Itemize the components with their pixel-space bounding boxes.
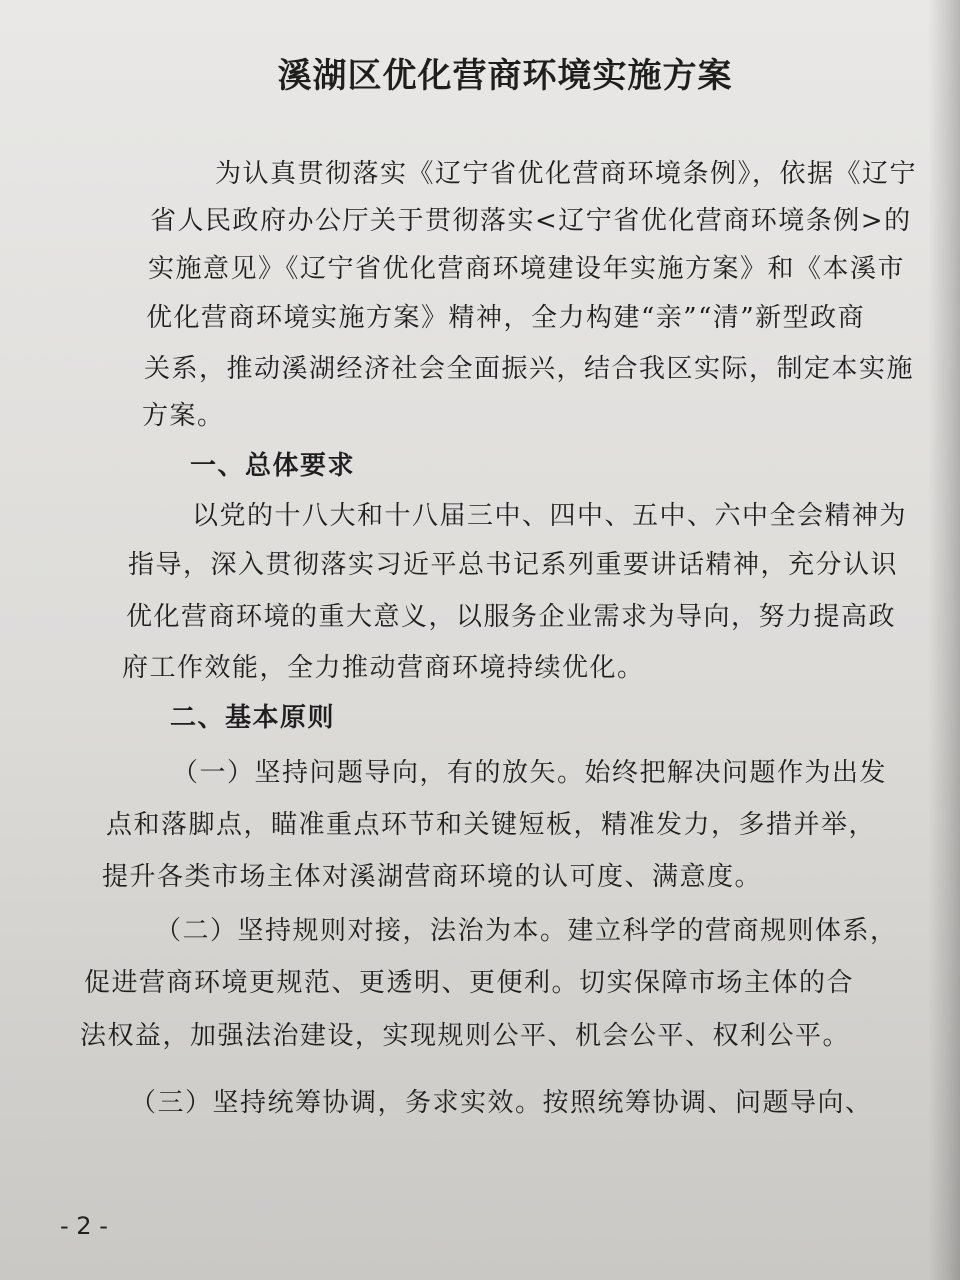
- paragraph-line: 以党的十八大和十八届三中、四中、五中、六中全会精神为: [192, 501, 908, 531]
- paragraph-line: 优化营商环境实施方案》精神，全力构建“亲”“清”新型政商: [146, 303, 866, 333]
- paragraph-line: 为认真贯彻落实《辽宁省优化营商环境条例》，依据《辽宁: [215, 159, 918, 189]
- paragraph-line: （三）坚持统筹协调，务求实效。按照统筹协调、问题导向、: [130, 1088, 873, 1118]
- paragraph-line: 提升各类市场主体对溪湖营商环境的认可度、满意度。: [102, 862, 763, 892]
- paragraph-line: 府工作效能，全力推动营商环境持续优化。: [122, 653, 645, 683]
- paragraph-line: 点和落脚点，瞄准重点环节和关键短板，精准发力，多措并举，: [106, 810, 877, 840]
- paragraph-line: 关系，推动溪湖经济社会全面振兴，结合我区实际，制定本实施: [144, 354, 915, 384]
- paragraph-line: 方案。: [142, 401, 225, 431]
- paragraph-line: 法权益，加强法治建设，实现规则公平、机会公平、权利公平。: [80, 1021, 851, 1051]
- paragraph-line: 指导，深入贯彻落实习近平总书记系列重要讲话精神，充分认识: [128, 550, 899, 580]
- page-edge-shadow: [928, 0, 960, 1280]
- paragraph-line: 优化营商环境的重大意义，以服务企业需求为导向，努力提高政: [126, 602, 897, 632]
- paragraph-line: （二）坚持规则对接，法治为本。建立科学的营商规则体系，: [155, 916, 898, 946]
- paragraph-line: （一）坚持问题导向，有的放矢。始终把解决问题作为出发: [172, 758, 888, 788]
- section-heading-2: 二、基本原则: [170, 703, 336, 733]
- document-title: 溪湖区优化营商环境实施方案: [277, 56, 733, 96]
- section-heading-1: 一、总体要求: [190, 451, 356, 481]
- paragraph-line: 实施意见》《辽宁省优化营商环境建设年实施方案》和《本溪市: [148, 254, 906, 284]
- paragraph-line: 促进营商环境更规范、更透明、更便利。切实保障市场主体的合: [84, 968, 855, 998]
- paragraph-line: 省人民政府办公厅关于贯彻落实<辽宁省优化营商环境条例>的: [150, 206, 912, 236]
- page-number: - 2 -: [60, 1212, 108, 1240]
